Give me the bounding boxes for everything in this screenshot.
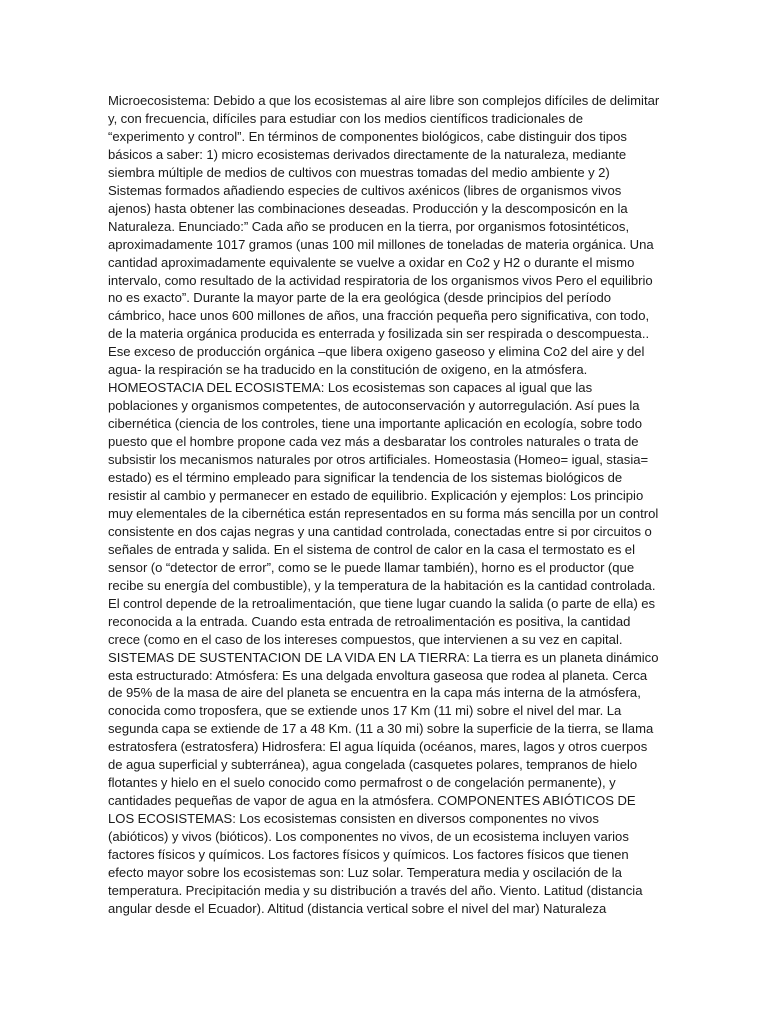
body-paragraph: Microecosistema: Debido a que los ecosistemas al aire libre son complejos difíciles de delimitar y, con frecuencia, difíciles para estudiar con los medios científicos tradicionales de “experimento y control”. En términos de componentes biológicos, cabe distinguir dos tipos básicos a saber: 1) micro ecosistemas derivados directamente de la naturaleza, mediante siembra múltiple de medios de cultivos con muestras tomadas del medio ambiente y 2) Sistemas formados añadiendo especies de cultivos axénicos (libres de organismos vivos ajenos) hasta obtener las combinaciones deseadas. Producción y la descomposicón en la Naturaleza. Enunciado:” Cada año se producen en la tierra, por organismos fotosintéticos, aproximadamente 1017 gramos (unas 100 mil millones de toneladas de materia orgánica. Una cantidad aproximadamente equivalente se vuelve a oxidar en Co2 y H2 o durante el mismo intervalo, como resultado de la actividad respiratoria de los organismos vivos Pero el equilibrio no es exacto”. Durante la mayor parte de la era geológica (desde principios del período cámbrico, hace unos 600 millones de años, una fracción pequeña pero significativa, con todo, de la materia orgánica producida es enterrada y fosilizada sin ser respirada o descompuesta.. Ese exceso de producción orgánica –que libera oxigeno gaseoso y elimina Co2 del aire y del agua- la respiración se ha traducido en la constitución de oxigeno, en la atmósfera. HOMEOSTACIA DEL ECOSISTEMA: Los ecosistemas son capaces al igual que las poblaciones y organismos competentes, de autoconservación y autorregulación. Así pues la cibernética (ciencia de los controles, tiene una importante aplicación en ecología, sobre todo puesto que el hombre propone cada vez más a desbaratar los controles naturales o trata de subsistir los mecanismos naturales por otros artificiales. Homeostasia (Homeo= igual, stasia= estado) es el término empleado para significar la tendencia de los sistemas biológicos de resistir al cambio y permanecer en estado de equilibrio. Explicación y ejemplos: Los principio muy elementales de la cibernética están representados en su forma más sencilla por un control consistente en dos cajas negras y una cantidad controlada, conectadas entre si por circuitos o señales de entrada y salida. En el sistema de control de calor en la casa el termostato es el sensor (o “detector de error”, como se le puede llamar también), horno es el productor (que recibe su energía del combustible), y la temperatura de la habitación es la cantidad controlada. El control depende de la retroalimentación, que tiene lugar cuando la salida (o parte de ella) es reconocida a la entrada. Cuando esta entrada de retroalimentación es positiva, la cantidad crece (como en el caso de los intereses compuestos, que intervienen a su vez en capital. SISTEMAS DE SUSTENTACION DE LA VIDA EN LA TIERRA: La tierra es un planeta dinámico esta estructurado: Atmósfera: Es una delgada envoltura gaseosa que rodea al planeta. Cerca de 95% de la masa de aire del planeta se encuentra en la capa más interna de la atmósfera, conocida como troposfera, que se extiende unos 17 Km (11 mi) sobre el nivel del mar. La segunda capa se extiende de 17 a 48 Km. (11 a 30 mi) sobre la superficie de la tierra, se llama estratosfera (estratosfera) Hidrosfera: El agua líquida (océanos, mares, lagos y otros cuerpos de agua superficial y subterránea), agua congelada (casquetes polares, tempranos de hielo flotantes y hielo en el suelo conocido como permafrost o de congelación permanente), y cantidades pequeñas de vapor de agua en la atmósfera. COMPONENTES ABIÓTICOS DE LOS ECOSISTEMAS: Los ecosistemas consisten en diversos componentes no vivos (abióticos) y vivos (bióticos). Los componentes no vivos, de un ecosistema incluyen varios factores físicos y químicos. Los factores físicos y químicos. Los factores físicos que tienen efecto mayor sobre los ecosistemas son: Luz solar. Temperatura media y oscilación de la temperatura. Precipitación media y su distribución a través del año. Viento. Latitud (distancia angular desde el Ecuador). Altitud (distancia vertical sobre el nivel del mar) Naturaleza bbox=[108, 93, 660, 916]
document-page bbox=[108, 92, 660, 918]
